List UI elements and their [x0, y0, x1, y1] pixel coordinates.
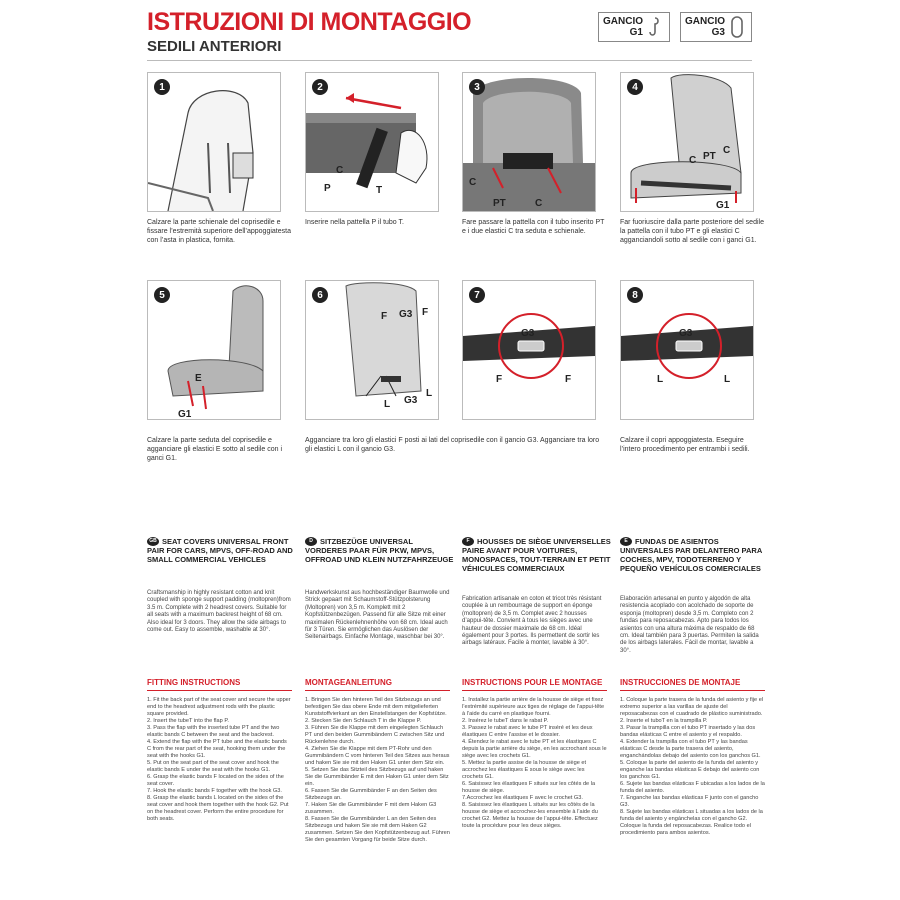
- step-6-7-caption: Agganciare tra loro gli elastici F posti ai lati del coprisedile con il gancio G3. Agganciare tra loro gli elastici L con il gancio G3.: [305, 437, 600, 453]
- step-3-illustration: [462, 72, 596, 212]
- fit-step: 2. Stecken Sie den Schlauch T in die Klappe P.: [305, 718, 422, 724]
- label-l-1: L: [384, 399, 391, 410]
- step-2-number: 2: [312, 79, 328, 95]
- hook-g3-icon: [729, 15, 745, 39]
- fit-step: 7. Haken Sie die Gummibänder F mit dem Haken G3 zusammen.: [305, 802, 437, 815]
- label-g3-top: G3: [399, 309, 413, 320]
- hook-g1-code: G1: [629, 27, 643, 38]
- lang-gb-badge: GB: [147, 537, 159, 546]
- lang-gb-heading: [147, 537, 297, 564]
- fit-step: 5. Coloque la parte del asiento de la funda del asiento y enganche las bandas elásticas E debajo del asiento con los ganchos G1.: [620, 760, 760, 780]
- fit-step: 8. Fassen Sie die Gummibänder L an den Seiten des Sitzbezugs und haken Sie sie mit dem Haken G2 zusammen. Setzen Sie den Kopfstützenbezug auf. Führen Sie den gesamten Vorgang für beide Sitze durch.: [305, 816, 450, 843]
- fit-step: 4. Extender la trampilla con el tubo PT y las bandas elásticas C desde la parte trasera del asiento, enganchándolas debajo del asiento con los ganchos G1.: [620, 739, 761, 759]
- fit-step: 1. Coloque la parte trasera de la funda del asiento y fije el extremo superior a las varillas de ajuste del reposacabezas con el cuadrado de plástico suministrado.: [620, 697, 764, 717]
- fit-step: 8. Grasp the elastic bands L located on the sides of the seat cover and hook them together with the hook G2. Put on the headrest cover. Perform the entire procedure for both seats.: [147, 795, 289, 822]
- step-6-illustration: [305, 280, 439, 420]
- fit-step: 3. Pasar la trampilla con el tubo PT insertado y las dos bandas elásticas C entre el asiento y el respaldo.: [620, 725, 756, 738]
- label-g3-bottom: G3: [404, 395, 418, 406]
- step-2-caption: Inserire nella pattella P il tubo T.: [305, 219, 404, 226]
- fit-step: 7. Hook the elastic bands F together with the hook G3.: [147, 788, 282, 794]
- lang-d-badge: D: [305, 537, 317, 546]
- lang-e-fit-steps: [620, 697, 765, 837]
- lang-f-fit-title: INSTRUCTIONS POUR LE MONTAGE: [462, 678, 607, 691]
- lang-d-fit-steps: [305, 697, 450, 844]
- lang-d-description: Handwerkskunst aus hochbeständiger Baumwolle und Strick gepaart mit Schaumstoff-Stützpolsterung (Moltopren) von 3,5 m. Komplett mit 2 Kopfstützenbezügen. Passend für alle Sitze mit einer maximalen Rückenlehnenhöhe von 68 cm. Ideal auch für 3 Türen. Sie ermöglichen das Auslösen der Seitenairbags. Einfache Montage, waschbar bei 30°.: [305, 590, 450, 641]
- fit-step: 8. Saisissez les élastiques L situés sur les côtés de la housse de siège et accrochez-les ensemble à l’aide du crochet G2. Mettez la housse de l’appui-tête. Effectuez toute la procédure pour les deux sièges.: [462, 802, 598, 829]
- fit-step: 1. Fit the back part of the seat cover and secure the upper end to the headrest adjustment rods with the plastic square provided.: [147, 697, 291, 717]
- hook-g1-icon: [647, 16, 663, 38]
- label-e: E: [195, 373, 202, 384]
- label-l-left: L: [657, 374, 664, 385]
- step-1-illustration: [147, 72, 281, 212]
- step-5-illustration: [147, 280, 281, 420]
- fit-step: 5. Mettez la partie assise de la housse de siège et accrochez les élastiques E sous le siège avec les crochets G1.: [462, 760, 587, 780]
- fit-step: 5. Put on the seat part of the seat cover and hook the elastic bands E under the seat with the hooks G1.: [147, 760, 279, 773]
- label-l-2: L: [426, 388, 433, 399]
- step-3-number: 3: [469, 79, 485, 95]
- fit-step: 6. Fassen Sie die Gummibänder F an den Seiten des Sitzbezugs an.: [305, 788, 437, 801]
- fit-step: 2. Insérez le tubeT dans le rabat P.: [462, 718, 549, 724]
- step-2-illustration: [305, 72, 439, 212]
- full-seat-drawing: [148, 281, 280, 419]
- label-g3: G3: [521, 328, 535, 339]
- step-8-number: 8: [627, 287, 643, 303]
- label-t: T: [376, 185, 383, 196]
- label-c: C: [336, 165, 344, 176]
- fit-step: 6. Sujete las bandas elásticas F ubicadas a los lados de la funda del asiento.: [620, 781, 765, 794]
- lang-f-badge: F: [462, 537, 474, 546]
- seat-gap-drawing: [463, 73, 595, 211]
- hook-g1-legend: [598, 12, 670, 42]
- lang-e-description: Elaboración artesanal en punto y algodón de alta resistencia acoplado con acolchado de soporte de esponja (moltopren) desde 3,5 m. Completo con 2 fundas para reposacabezas. Apto para todos los asientos con una altura máxima de respaldo de 68 cm. Ideal también para 3 puertas. Permiten la salida de los airbags laterales. Fácil de montar, lavable a 30°.: [620, 596, 759, 654]
- fit-step: 4. Extend the flap with the PT tube and the elastic bands C from the rear part of the seat, hooking them under the seat with the hooks G1.: [147, 739, 287, 759]
- hook-l-detail-drawing: [621, 281, 753, 419]
- lang-f-heading: [462, 537, 612, 573]
- label-p: P: [324, 183, 331, 194]
- label-f-left: F: [496, 374, 503, 385]
- label-c-left: C: [469, 177, 477, 188]
- label-g1: G1: [178, 409, 192, 419]
- lang-e-heading: [620, 537, 770, 573]
- header-divider: [147, 60, 752, 61]
- fit-step: 7. Enganche las bandas elásticas F junto con el gancho G3.: [620, 795, 759, 808]
- label-g3: G3: [679, 328, 693, 339]
- label-f-1: F: [381, 311, 388, 322]
- page-subtitle: SEDILI ANTERIORI: [147, 38, 282, 55]
- lang-d-heading: [305, 537, 455, 564]
- label-g1: G1: [716, 200, 730, 211]
- lang-gb-fit-steps: [147, 697, 292, 823]
- fit-step: 6. Grasp the elastic bands F located on the sides of the seat cover.: [147, 774, 284, 787]
- fit-step: 2. Inserte el tuboT en la trampilla P.: [620, 718, 708, 724]
- lang-d-heading-text: SITZBEZÜGE UNIVERSAL VORDERES PAAR FÜR PKW, MPVS, OFFROAD UND KLEIN NUTZFAHRZEUGE: [305, 537, 454, 564]
- step-6-number: 6: [312, 287, 328, 303]
- hook-g1-word: GANCIO: [603, 16, 643, 27]
- fit-step: 3. Pass the flap with the inserted tube PT and the two elastic bands C between the seat and the backrest.: [147, 725, 280, 738]
- seat-rear-drawing: [621, 73, 753, 211]
- step-8-caption: Calzare il copri appoggiatesta. Eseguire l’intero procedimento per entrambi i sedili.: [620, 437, 750, 453]
- hook-g3-legend: [680, 12, 752, 42]
- flap-tube-drawing: [306, 73, 438, 211]
- label-pt: PT: [493, 198, 506, 209]
- step-4-number: 4: [627, 79, 643, 95]
- label-f-2: F: [422, 307, 429, 318]
- fit-step: 5. Setzen Sie das Sitzteil des Sitzbezugs auf und haken Sie die Gummibänder E mit den Haken G1 unter dem Sitz ein.: [305, 767, 449, 787]
- label-c-2: C: [723, 145, 731, 156]
- lang-e-badge: E: [620, 537, 632, 546]
- step-8-illustration: [620, 280, 754, 420]
- fit-step: 6. Saisissez les élastiques F situés sur les côtés de la housse de siège.: [462, 781, 596, 794]
- step-4-illustration: [620, 72, 754, 212]
- step-1-caption: Calzare la parte schienale del coprisedile e fissare l’estremità superiore dell’appoggiatesta con l’asta in plastica, fornita.: [147, 219, 291, 244]
- step-5-caption: Calzare la parte seduta del coprisedile e agganciare gli elastici E sotto al sedile con i ganci G1.: [147, 437, 283, 462]
- fit-step: 2. Insert the tubeT into the flap P.: [147, 718, 229, 724]
- fit-step: 7.Accrochez les élastiques F avec le crochet G3.: [462, 795, 583, 801]
- lang-f-heading-text: HOUSSES DE SIÈGE UNIVERSELLES PAIRE AVANT POUR VOITURES, MONOSPACES, TOUT-TERRAIN ET PETIT VÉHICULES COMMERCIAUX: [462, 537, 611, 573]
- lang-gb-fit-title: FITTING INSTRUCTIONS: [147, 678, 292, 691]
- lang-e-fit-title: INSTRUCCIONES DE MONTAJE: [620, 678, 765, 691]
- step-5-number: 5: [154, 287, 170, 303]
- lang-d-fit-title: MONTAGEANLEITUNG: [305, 678, 450, 691]
- fit-step: 4. Ziehen Sie die Klappe mit dem PT-Rohr und den Gummibändern C vom hinteren Teil des Sitzes aus heraus und haken Sie sie mit den Haken G1 unter dem Sitz ein.: [305, 746, 450, 766]
- step-1-number: 1: [154, 79, 170, 95]
- seat-underside-drawing: [306, 281, 438, 419]
- label-c-right: C: [535, 198, 543, 209]
- lang-gb-heading-text: SEAT COVERS UNIVERSAL FRONT PAIR FOR CARS, MPVS, OFF-ROAD AND SMALL COMMERCIAL VEHICLES: [147, 537, 293, 564]
- hook-g3-word: GANCIO: [685, 16, 725, 27]
- fit-step: 8. Sujete las bandas elásticas L situadas a los lados de la funda del asiento y engánchelas con el gancho G2. Coloque la funda del reposacabezas. Realice todo el procedimiento para ambos asientos.: [620, 809, 763, 836]
- fit-step: 1. Bringen Sie den hinteren Teil des Sitzbezugs an und befestigen Sie das obere Ende mit dem mitgelieferten Kunststoffvierkant an den Einstellstangen der Kopfstütze.: [305, 697, 447, 717]
- hook-g3-code: G3: [711, 27, 725, 38]
- label-l-right: L: [724, 374, 731, 385]
- hook-f-detail-drawing: [463, 281, 595, 419]
- page-title: ISTRUZIONI DI MONTAGGIO: [147, 8, 472, 36]
- fit-step: 4. Étendez le rabat avec le tube PT et les élastiques C depuis la partie arrière du siège, en les accrochant sous le siège avec les crochets G1.: [462, 739, 607, 759]
- step-7-number: 7: [469, 287, 485, 303]
- label-c-1: C: [689, 155, 697, 166]
- step-7-illustration: [462, 280, 596, 420]
- fit-step: 3. Passez le rabat avec le tube PT inséré et les deux élastiques C entre l’assise et le dossier.: [462, 725, 593, 738]
- lang-e-heading-text: FUNDAS DE ASIENTOS UNIVERSALES PAR DELANTERO PARA COCHES, MPV, TODOTERRENO Y PEQUEÑO VEHÍCULOS COMERCIALES: [620, 537, 762, 573]
- fit-step: 3. Führen Sie die Klappe mit dem eingelegten Schlauch PT und den beiden Gummibändern C zwischen Sitz und Rückenlehne durch.: [305, 725, 445, 745]
- headrest-seatback-drawing: [148, 73, 280, 211]
- lang-f-fit-steps: [462, 697, 607, 830]
- step-3-caption: Fare passare la pattella con il tubo inserito PT e i due elastici C tra seduta e schienale.: [462, 219, 605, 235]
- label-f-right: F: [565, 374, 572, 385]
- lang-f-description: Fabrication artisanale en coton et tricot très résistant couplée à un rembourrage de support en éponge (moltopren) de 3,5 m. Complet avec 2 housses d’appui-tête. Convient à tous les sièges avec une hauteur de dossier maximale de 68 cm. Idéal également pour 3 portes. Ils permettent de sortir les airbags latéraux. Facile à monter, lavable à 30°.: [462, 596, 602, 647]
- lang-gb-description: Craftsmanship in highly resistant cotton and knit coupled with sponge support padding (moltopren)from 3.5 m. Complete with 2 headrest covers. Suitable for all seats with a maximum backrest height of 68 cm. Also ideal for 3 doors. They allow the side airbags to come out. Easy to assemble, washable at 30°.: [147, 590, 291, 634]
- step-4-caption: Far fuoriuscire dalla parte posteriore del sedile la pattella con il tubo PT e gli elastici C agganciandoli sotto al sedile con i ganci G1.: [620, 219, 764, 244]
- label-pt: PT: [703, 151, 716, 162]
- fit-step: 1. Installez la partie arrière de la housse de siège et fixez l’extrémité supérieure aux tiges de réglage de l’appui-tête à l’aide du carré en plastique fourni.: [462, 697, 605, 717]
